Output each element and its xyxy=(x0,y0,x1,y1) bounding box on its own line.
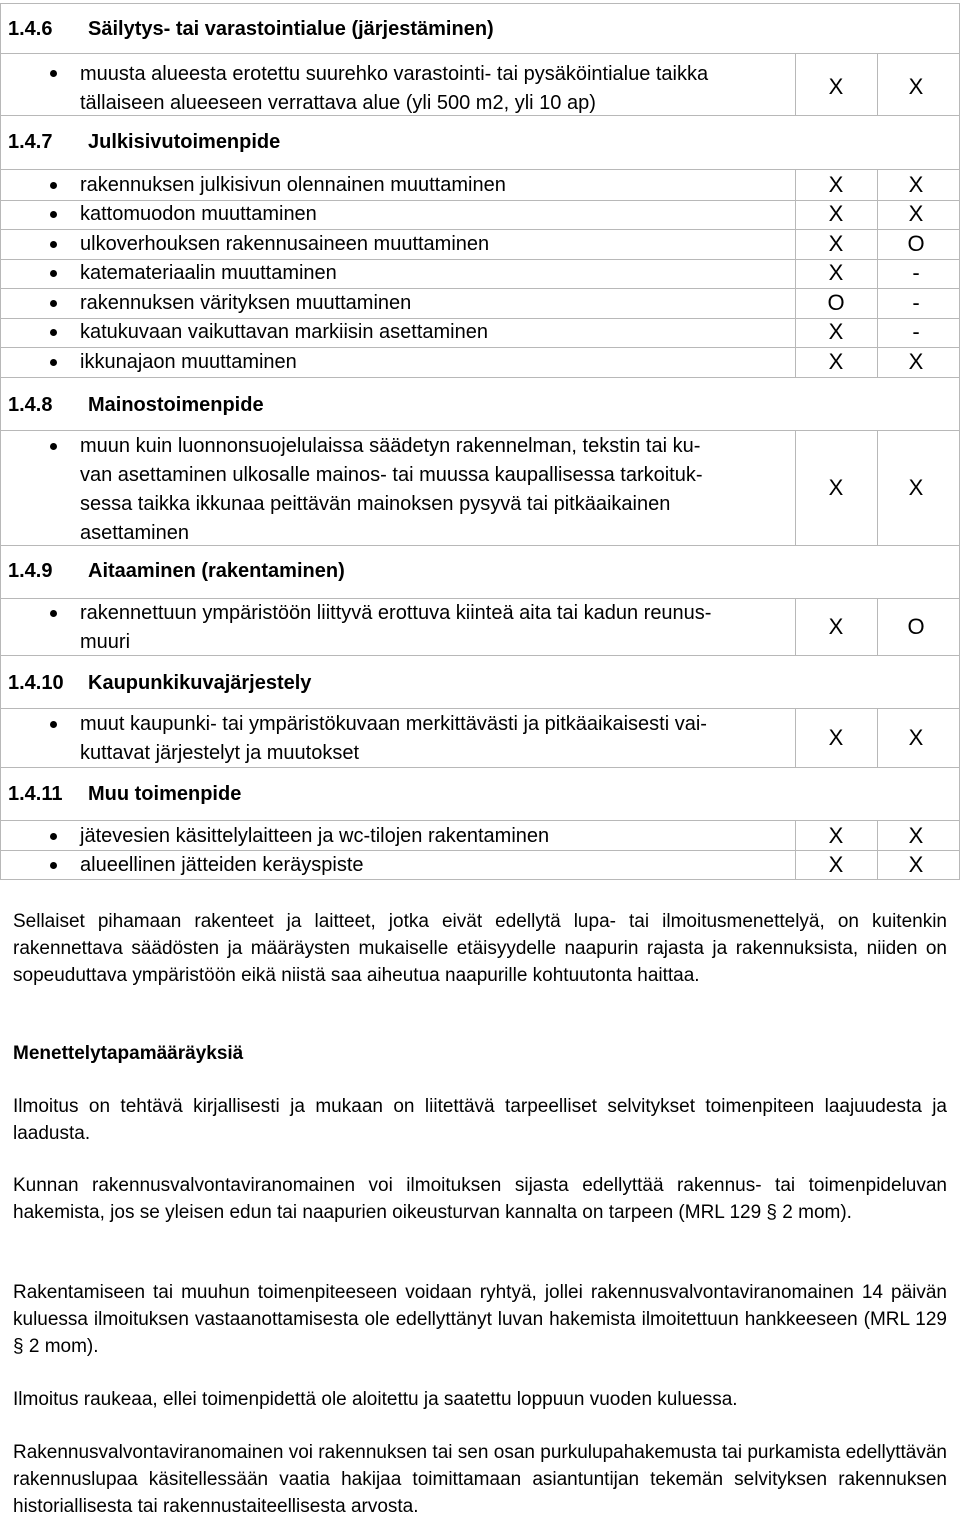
mark-col2: X xyxy=(908,475,924,500)
mark-col1: X xyxy=(828,725,844,750)
mark-col2: X xyxy=(908,725,924,750)
section-heading: Menettelytapamääräyksiä xyxy=(13,1043,244,1064)
mark-col2: X xyxy=(908,74,924,99)
list-item: ikkunajaon muuttaminen xyxy=(80,351,297,373)
row-divider xyxy=(0,708,960,709)
section-title: Julkisivutoimenpide xyxy=(88,131,281,153)
bullet-icon xyxy=(50,359,57,366)
item-line: van asettaminen ulkosalle mainos- tai muussa kaupallisessa tarkoituk- xyxy=(80,464,703,486)
mark-col2: X xyxy=(908,172,924,197)
column-divider xyxy=(877,708,878,767)
section-heading xyxy=(8,783,241,806)
item-line: tällaiseen alueeseen verrattava alue (yli 500 m2, yli 10 ap) xyxy=(80,92,596,114)
mark-col2: - xyxy=(912,260,920,285)
mark-col1: X xyxy=(828,74,844,99)
list-item: alueellinen jätteiden keräyspiste xyxy=(80,854,364,876)
row-divider xyxy=(0,53,960,54)
item-line: muusta alueesta erotettu suurehko varastointi- tai pysäköintialue taikka xyxy=(80,63,709,85)
bullet-icon xyxy=(50,329,57,336)
mark-col2: X xyxy=(908,852,924,877)
section-heading xyxy=(8,672,311,695)
section-title: Säilytys- tai varastointialue (järjestäminen) xyxy=(88,18,494,40)
mark-col1: X xyxy=(828,475,844,500)
list-item xyxy=(80,710,707,768)
column-divider xyxy=(877,820,878,879)
list-item xyxy=(80,60,708,118)
bullet-icon xyxy=(50,862,57,869)
column-divider xyxy=(795,708,796,767)
section-title: Kaupunkikuvajärjestely xyxy=(88,672,312,694)
mark-col1: X xyxy=(828,349,844,374)
paragraph: Kunnan rakennusvalvontaviranomainen voi ilmoituksen sijasta edellyttää rakennus- tai toimenpideluvan hakemista, jos se yleisen edun tai naapurien oikeusturvan kannalta on tarpeen (MRL 129 § 2 mom). xyxy=(13,1175,947,1223)
mark-col2: - xyxy=(912,319,920,344)
mark-col1: X xyxy=(828,201,844,226)
item-line: muun kuin luonnonsuojelulaissa säädetyn rakennelman, tekstin tai ku- xyxy=(80,435,701,457)
mark-col2: X xyxy=(908,201,924,226)
bullet-icon xyxy=(50,70,57,77)
list-item: jätevesien käsittelylaitteen ja wc-tilojen rakentaminen xyxy=(80,825,550,847)
row-divider xyxy=(0,377,960,378)
bullet-icon xyxy=(50,833,57,840)
mark-col2: O xyxy=(907,614,925,639)
table-top-border xyxy=(0,3,960,4)
list-item: rakennuksen julkisivun olennainen muuttaminen xyxy=(80,174,506,196)
list-item xyxy=(80,599,711,657)
list-item: rakennuksen värityksen muuttaminen xyxy=(80,292,412,314)
list-item xyxy=(80,432,703,548)
item-line: muuri xyxy=(80,631,131,653)
paragraph: Sellaiset pihamaan rakenteet ja laitteet, jotka eivät edellytä lupa- tai ilmoitusmenettelyä, on kuitenkin rakennettava säädösten ja määräysten mukaiselle etäisyydelle naapurin rajasta ja rakennuksista, niiden on sopeuduttava ympäristöön eikä niistä saa aiheutua naapurille kohtuutonta haittaa. xyxy=(13,911,947,986)
mark-col1: X xyxy=(828,319,844,344)
row-divider xyxy=(0,820,960,821)
list-item: katukuvaan vaikuttavan markiisin asettaminen xyxy=(80,321,488,343)
paragraph: Rakentamiseen tai muuhun toimenpiteeseen voidaan ryhtyä, jollei rakennusvalvontaviranomainen 14 päivän kuluessa ilmoituksen vastaanottamisesta ole edellyttänyt luvan hakemista ilmoitettuun hankkeeseen (MRL 129 § 2 mom). xyxy=(13,1282,947,1357)
row-divider xyxy=(0,430,960,431)
section-title: Muu toimenpide xyxy=(88,783,242,805)
section-heading xyxy=(8,560,345,583)
section-heading xyxy=(8,394,264,417)
bullet-icon xyxy=(50,300,57,307)
list-item: katemateriaalin muuttaminen xyxy=(80,262,337,284)
section-title: Mainostoimenpide xyxy=(88,394,264,416)
bullet-icon xyxy=(50,270,57,277)
section-heading xyxy=(8,131,280,154)
column-divider xyxy=(877,598,878,655)
item-line: sessa taikka ikkunaa peittävän mainoksen pysyvä tai pitkäaikainen xyxy=(80,493,671,515)
column-divider xyxy=(795,820,796,879)
mark-col1: X xyxy=(828,852,844,877)
section-title: Aitaaminen (rakentaminen) xyxy=(88,560,345,582)
mark-col1: X xyxy=(828,823,844,848)
item-line: muut kaupunki- tai ympäristökuvaan merkittävästi ja pitkäaikaisesti vai- xyxy=(80,713,707,735)
mark-col1: X xyxy=(828,614,844,639)
bullet-icon xyxy=(50,241,57,248)
mark-col2: X xyxy=(908,349,924,374)
mark-col1: X xyxy=(828,260,844,285)
mark-col1: O xyxy=(827,290,845,315)
section-number: 1.4.7 xyxy=(8,131,53,153)
bullet-icon xyxy=(50,182,57,189)
mark-col1: X xyxy=(828,231,844,256)
bullet-icon xyxy=(50,443,57,450)
item-line: rakennettuun ympäristöön liittyvä erottuva kiinteä aita tai kadun reunus- xyxy=(80,602,712,624)
row-divider xyxy=(0,169,960,170)
bullet-icon xyxy=(50,211,57,218)
column-divider xyxy=(795,169,796,377)
item-line: asettaminen xyxy=(80,522,189,544)
column-divider xyxy=(0,3,1,880)
column-divider xyxy=(877,430,878,545)
section-number: 1.4.10 xyxy=(8,672,64,694)
bullet-icon xyxy=(50,610,57,617)
section-number: 1.4.9 xyxy=(8,560,53,582)
mark-col2: - xyxy=(912,290,920,315)
column-divider xyxy=(795,53,796,115)
section-number: 1.4.8 xyxy=(8,394,53,416)
paragraph: Rakennusvalvontaviranomainen voi rakennuksen tai sen osan purkulupahakemusta tai purkamista edellyttävän rakennuslupaa käsitellessään vaatia hakijaa toimittamaan asiantuntijan tekemän selvityksen rakennuksen historiallisesta tai rakennustaiteellisesta arvosta. xyxy=(13,1442,947,1517)
item-line: kuttavat järjestelyt ja muutokset xyxy=(80,742,360,764)
column-divider xyxy=(795,430,796,545)
section-number: 1.4.11 xyxy=(8,783,63,805)
section-number: 1.4.6 xyxy=(8,18,53,40)
column-divider xyxy=(877,169,878,377)
mark-col1: X xyxy=(828,172,844,197)
list-item: kattomuodon muuttaminen xyxy=(80,203,317,225)
paragraph: Ilmoitus on tehtävä kirjallisesti ja mukaan on liitettävä tarpeelliset selvitykset toimenpiteen laajuudesta ja laadusta. xyxy=(13,1096,947,1144)
list-item: ulkoverhouksen rakennusaineen muuttaminen xyxy=(80,233,490,255)
column-divider xyxy=(795,598,796,655)
paragraph: Ilmoitus raukeaa, ellei toimenpidettä ole aloitettu ja saatettu loppuun vuoden kuluessa. xyxy=(13,1389,738,1410)
bullet-icon xyxy=(50,721,57,728)
mark-col2: X xyxy=(908,823,924,848)
column-divider xyxy=(877,53,878,115)
section-heading xyxy=(8,18,494,41)
mark-col2: O xyxy=(907,231,925,256)
